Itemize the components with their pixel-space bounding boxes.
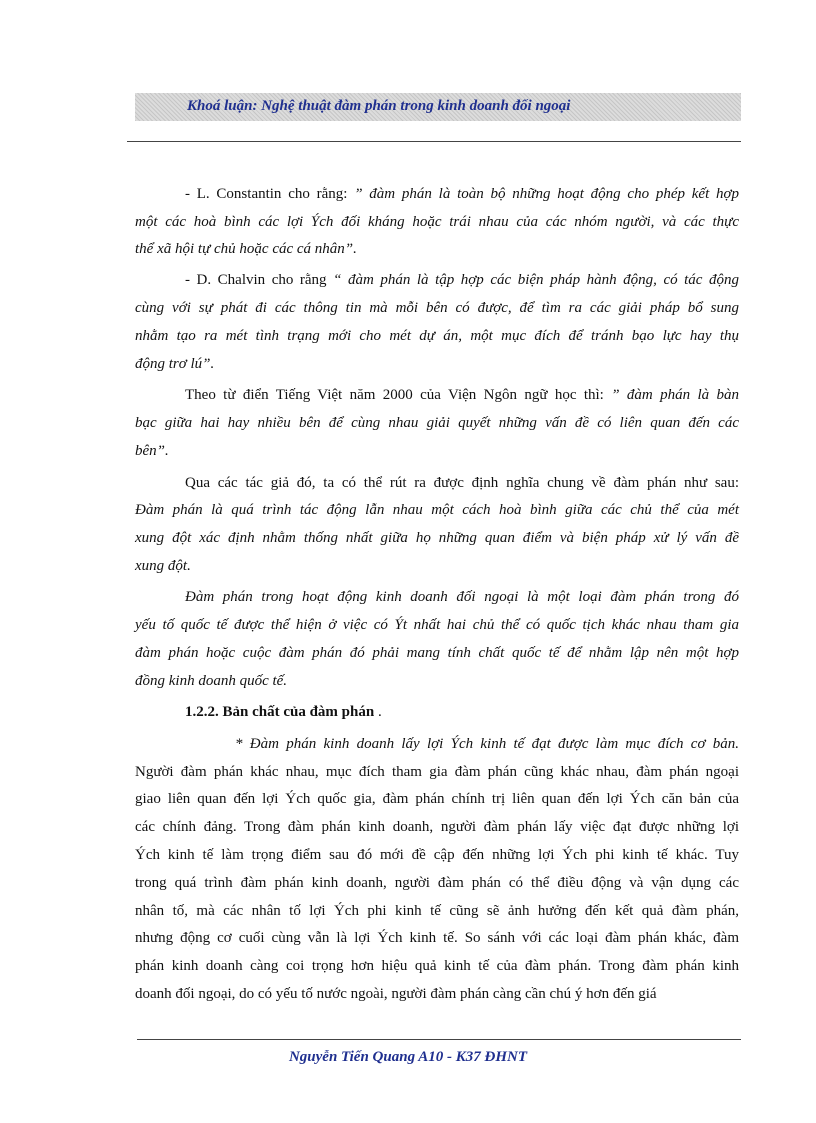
paragraph-essence-line: Người đàm phán khác nhau, mục đích tham gia đàm phán cũng khác nhau, đàm phán ngoại xyxy=(135,764,739,780)
header-divider xyxy=(127,141,741,142)
paragraph-dictionary-line: bạc giữa hai hay nhiều bên để cùng nhau giải quyết những vấn đề có liên quan đến các xyxy=(135,415,739,431)
paragraph-dictionary-line: bên”. xyxy=(135,443,169,459)
paragraph-essence-line: doanh đối ngoại, do có yếu tố nước ngoài, người đàm phán càng cần chú ý hơn đến giá xyxy=(135,986,657,1002)
paragraph-foreign-trade-line: yếu tố quốc tế được thể hiện ở việc có Ýt nhất hai chủ thể có quốc tịch khác nhau tham gia xyxy=(135,617,739,633)
paragraph-dictionary-line xyxy=(185,388,739,403)
paragraph-definition-line: xung đột xác định nhằm thống nhất giữa họ những quan điểm và biện pháp xử lý vấn đề xyxy=(135,530,739,546)
text-run: - D. Chalvin cho rằng xyxy=(185,272,334,288)
paragraph-chalvin-line: nhằm tạo ra mét tình trạng mới cho mét dự án, một mục đích để tránh bạo lực hay thụ xyxy=(135,328,739,344)
paragraph-chalvin-line: cùng với sự phát đi các thông tin mà mỗi bên có được, để tìm ra các giải pháp bổ sung xyxy=(135,300,739,316)
footer-divider xyxy=(137,1039,741,1040)
paragraph-essence-line: phán kinh doanh càng coi trọng hơn hiệu quả kinh tế của đàm phán. Trong đàm phán kinh xyxy=(135,958,739,974)
paragraph-essence-line: trong quá trình đàm phán kinh doanh, người đàm phán có thể điều động và vận dụng các xyxy=(135,875,739,891)
paragraph-essence-line: nhưng động cơ cuối cùng vẫn là lợi Ých kinh tế. So sánh với các loại đàm phán khác, đàm xyxy=(135,930,739,946)
paragraph-chalvin-line: động trơ lú”. xyxy=(135,356,215,372)
paragraph-constantin-line xyxy=(185,187,739,202)
paragraph-essence-line: Ých kinh tế làm trọng điểm sau đó mới đề cập đến những lợi Ých phi kinh tế khác. Tuy xyxy=(135,847,739,863)
paragraph-foreign-trade-line: Đàm phán trong hoạt động kinh doanh đối ngoại là một loại đàm phán trong đó xyxy=(185,589,739,605)
quote-run: ” đàm phán là bàn xyxy=(611,387,739,403)
paragraph-constantin-line: một các hoà bình các lợi Ých đối kháng hoặc trái nhau của các nhóm người, và các thực xyxy=(135,214,739,230)
document-title: Khoá luận: Nghệ thuật đàm phán trong kinh doanh đối ngoại xyxy=(187,98,571,114)
quote-run: ” đàm phán là toàn bộ những hoạt động cho phép kết hợp xyxy=(354,186,739,202)
paragraph-essence-line: giao liên quan đến lợi Ých quốc gia, đàm phán chính trị liên quan đến lợi Ých căn bản của xyxy=(135,791,739,807)
paragraph-foreign-trade-line: đồng kinh doanh quốc tế. xyxy=(135,673,288,689)
paragraph-constantin-line: thể xã hội tự chủ hoặc các cá nhân”. xyxy=(135,241,357,257)
text-run: - L. Constantin cho rằng: xyxy=(185,186,355,202)
footer-author: Nguyễn Tiến Quang A10 - K37 ĐHNT xyxy=(288,1049,528,1065)
section-heading-text: 1.2.2. Bản chất của đàm phán xyxy=(185,704,375,720)
paragraph-essence-line: nhân tố, mà các nhân tố lợi Ých phi kinh tế cũng sẽ ảnh hưởng đến kết quả đàm phán, xyxy=(135,903,739,919)
quote-run: “ đàm phán là tập hợp các biện pháp hành động, có tác động xyxy=(333,272,740,288)
text-run: Theo từ điển Tiếng Việt năm 2000 của Viện Ngôn ngữ học thì: xyxy=(185,387,612,403)
paragraph-definition-line: Qua các tác giả đó, ta có thể rút ra được định nghĩa chung về đàm phán như sau: xyxy=(185,475,739,491)
paragraph-essence-line: các chính đảng. Trong đàm phán kinh doanh, người đàm phán lấy việc đạt được những lợi xyxy=(135,819,739,835)
paragraph-chalvin-line xyxy=(185,273,739,288)
paragraph-foreign-trade-line: đàm phán hoặc cuộc đàm phán đó phải mang tính chất quốc tế để nhằm lập nên một hợp xyxy=(135,645,739,661)
paragraph-definition-line: xung đột. xyxy=(135,558,191,574)
section-heading-period: . xyxy=(377,704,382,720)
paragraph-essence-line: * Đàm phán kinh doanh lấy lợi Ých kinh tế đạt được làm mục đích cơ bản. xyxy=(235,736,739,752)
section-heading xyxy=(185,705,382,720)
paragraph-definition-line: Đàm phán là quá trình tác động lẫn nhau một cách hoà bình giữa các chủ thể của mét xyxy=(135,502,739,518)
